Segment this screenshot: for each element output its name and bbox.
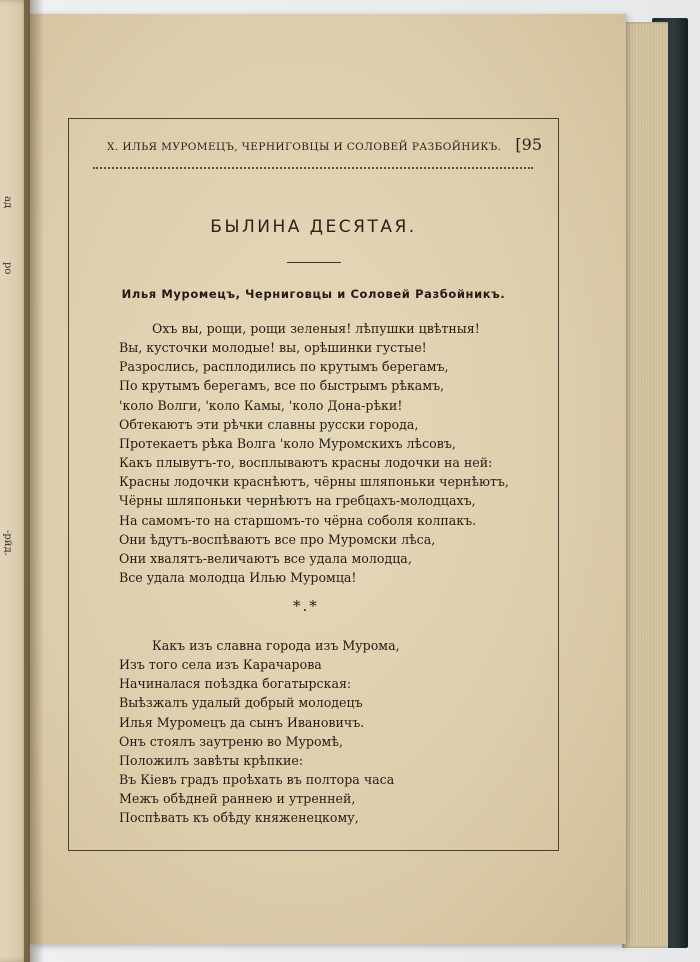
verse-line: Красны лодочки краснѣютъ, чёрны шляпоньки чернѣютъ, <box>119 474 509 490</box>
verse-line: Какъ изъ славна города изъ Мурома, <box>152 638 400 653</box>
verse-line: Все удала молодца Илью Муромца! <box>119 570 357 586</box>
chapter-rule <box>287 262 341 263</box>
verse-line: Изъ того села изъ Карачарова <box>119 657 322 673</box>
verse-line: Протекаетъ рѣка Волга 'коло Муромскихъ лѣсовъ, <box>119 435 456 451</box>
asterism-divider: *.* <box>293 597 319 615</box>
stanza-2 <box>119 636 400 828</box>
verse-line: Они хвалятъ-величаютъ все удала молодца, <box>119 550 412 566</box>
stanza-1 <box>119 319 509 587</box>
verse-line: На самомъ-то на старшомъ-то чёрна соболя колпакъ. <box>119 512 477 528</box>
verse-line: Межъ обѣдней раннею и утренней, <box>119 791 356 807</box>
verse-line: По крутымъ берегамъ, все по быстрымъ рѣкамъ, <box>119 378 445 394</box>
verse-line: Начиналася поѣздка богатырская: <box>119 676 352 692</box>
verse-line: Положилъ завѣты крѣпкие: <box>119 752 304 768</box>
verse-line: Илья Муромецъ да сынъ Ивановичъ. <box>119 714 365 730</box>
verse-line: Поспѣвать къ обѣду княженецкому, <box>119 810 359 826</box>
verse-line: Какъ плывутъ-то, восплываютъ красны лодочки на ней: <box>119 455 493 471</box>
verse-line: Въ Кіевъ градъ проѣхать въ полтора часа <box>119 772 395 788</box>
verse-line: Разрослись, расплодились по крутымъ берегамъ, <box>119 359 449 375</box>
gutter-shadow <box>24 0 44 962</box>
page-number: [95 <box>515 135 542 154</box>
dotted-rule <box>93 167 533 169</box>
left-page-fragment: -рйд. <box>2 530 13 556</box>
page-edges-stack <box>622 22 668 948</box>
verse-line: Обтекаютъ эти рѣчки славны русски города, <box>119 416 419 432</box>
poem-subtitle: Илья Муромецъ, Черниговцы и Соловей Разбойникъ. <box>121 287 506 301</box>
running-head-title: X. ИЛЬЯ МУРОМЕЦЪ, ЧЕРНИГОВЦЫ И СОЛОВЕЙ РАЗБОЙНИКЪ. <box>107 141 502 153</box>
left-page-fragment: ро <box>2 262 13 275</box>
verse-line: Чёрны шляпоньки чернѣютъ на гребцахъ-молодцахъ, <box>119 493 476 509</box>
text-frame <box>68 118 559 851</box>
running-head <box>69 135 558 154</box>
verse-line: Охъ вы, рощи, рощи зеленыя! лѣпушки цвѣтныя! <box>152 321 480 336</box>
chapter-title: БЫЛИНА ДЕСЯТАЯ. <box>210 217 417 237</box>
verse-line: Выѣзжалъ удалый добрый молодецъ <box>119 695 363 711</box>
verse-line: Вы, кусточки молодые! вы, орѣшинки густые! <box>119 340 427 356</box>
book-page <box>30 14 626 944</box>
left-page-fragment: ад <box>2 196 13 209</box>
verse-line: Онъ стоялъ заутреню во Муромѣ, <box>119 733 343 749</box>
verse-line: 'коло Волги, 'коло Камы, 'коло Дона-рѣки! <box>119 397 403 413</box>
verse-line: Они ѣдутъ-воспѣваютъ все про Муромски лѣса, <box>119 531 436 547</box>
